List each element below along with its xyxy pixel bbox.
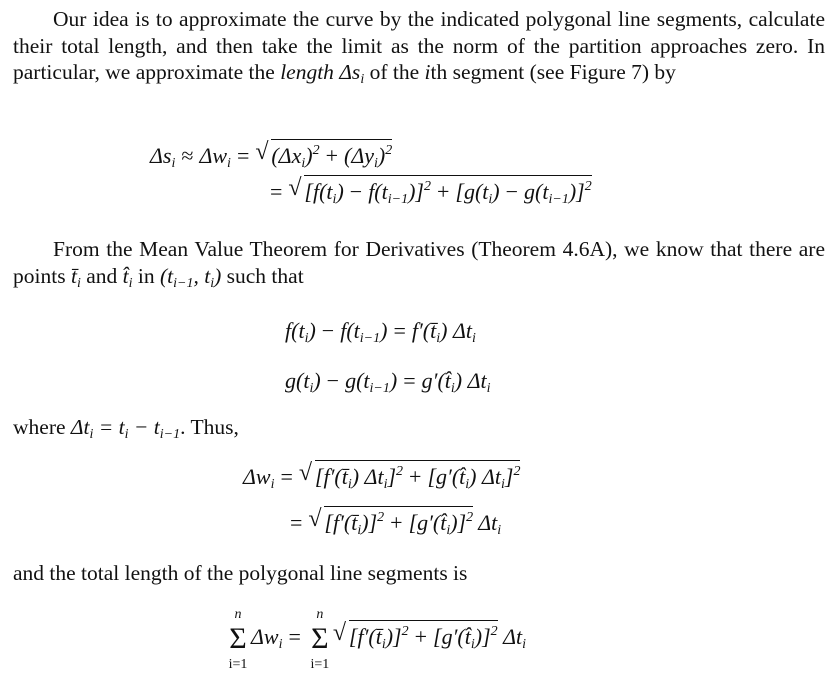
- eq1-row2: = √ $[f(t_i) - f(t_{i-1})]^2 + [g(t_i) - g(t_{i-1})]^2$: [270, 175, 592, 207]
- intro-emphasis: length: [280, 60, 334, 84]
- eq2-row1: $f(t_i) - f(t_{i-1})$ = $f'(t̄_i)$ $\Delta t_i$: [285, 318, 476, 346]
- where-tail: . Thus,: [180, 415, 239, 439]
- equation-total-sum: n Σ i=1 $\Delta w_i$ = n Σ i=1 √ $[f'(t̄_i)]^2$ + $[g'(t̂_i)]^2$ $\Delta t_i$: [225, 620, 526, 654]
- eq3-row1: $\Delta w_i$ = √ $[f'(t̄_i) \Delta t_i]^2$ + [$g'(t̂_i)$ $\Delta t_i]^2$: [243, 460, 521, 492]
- paragraph-total-length: and the total length of the polygonal line segments is: [13, 561, 468, 585]
- sum-symbol-right: n Σ i=1: [310, 606, 330, 672]
- paragraph-mean-value: From the Mean Value Theorem for Derivatives (Theorem 4.6A), we know that there are points $t̄_i$ and $t̂_i$ in ($t_{i-1}$, $t_i$) such that: [13, 237, 825, 291]
- inline-delta-s: $\Delta s_i$: [339, 60, 365, 87]
- eq1-row1: $\Delta s_i \approx \Delta w_i$ = √ $(\Delta x_i)^2 + (\Delta y_i)^2$: [150, 139, 393, 171]
- intro-lead-text: Our idea is to approximate the curve by the indicated polygonal line segments, calculate their total length, and then take the limit as the norm of the partition approaches zero. In particular, we approximate the: [13, 7, 825, 84]
- where-lead: where: [13, 415, 66, 439]
- where-formula: $\Delta t_i = t_i - t_{i-1}$: [70, 415, 181, 442]
- sum-term-left: $\Delta w_i$: [251, 624, 283, 652]
- sum-symbol-left: n Σ i=1: [228, 606, 248, 672]
- eq3-row2: = √ $[f'(t̄_i)]^2$ + $[g'(t̂_i)]^2$ $\Delta t_i$: [290, 506, 502, 538]
- paragraph-intro: [13, 6, 825, 86]
- paragraph-where: [13, 414, 825, 441]
- intro-tail-text: of the ith segment (see Figure 7) by: [364, 60, 676, 84]
- eq2-row2: $g(t_i) - g(t_{i-1})$ = $g'(t̂_i)$ $\Delta t_i$: [285, 368, 491, 396]
